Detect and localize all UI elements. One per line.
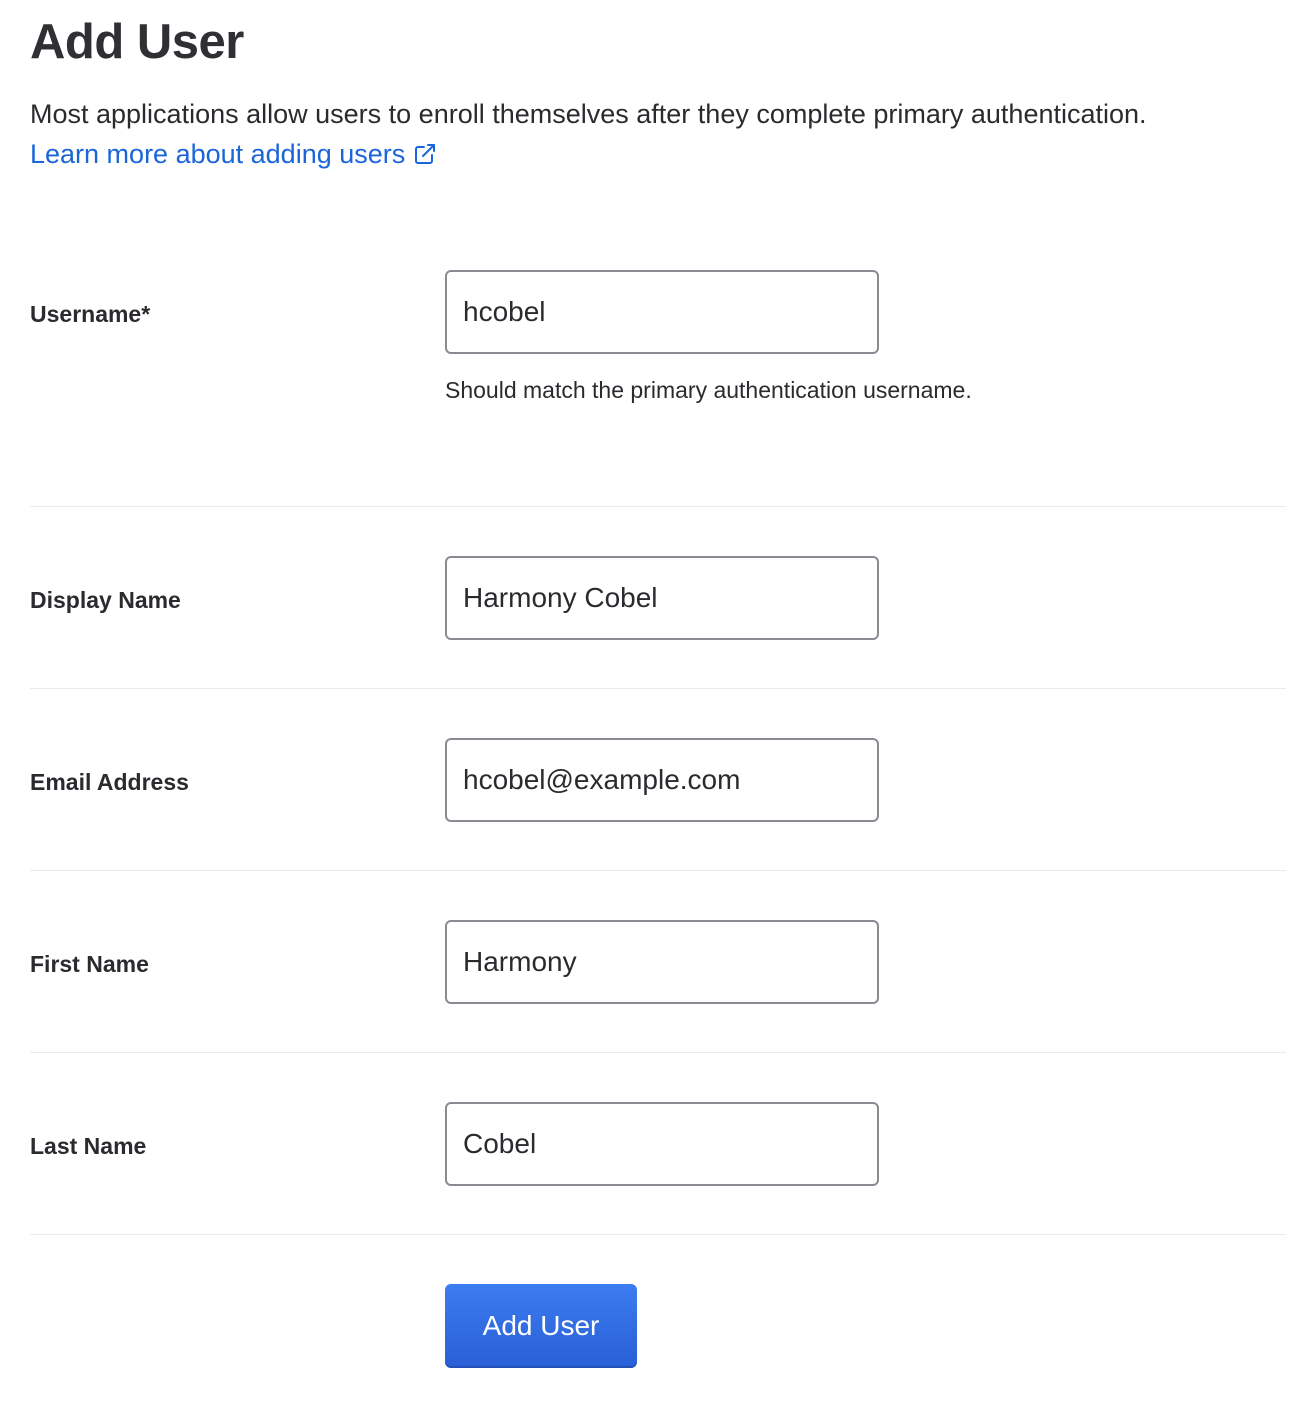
divider <box>30 1052 1286 1053</box>
learn-more-link[interactable] <box>30 134 437 174</box>
username-hint: Should match the primary authentication username. <box>445 377 972 403</box>
external-link-icon <box>413 142 437 166</box>
last-name-input[interactable] <box>445 1102 879 1186</box>
username-input[interactable] <box>445 270 879 354</box>
first-name-input[interactable] <box>445 920 879 1004</box>
divider <box>30 688 1286 689</box>
email-input[interactable] <box>445 738 879 822</box>
add-user-button[interactable]: Add User <box>445 1284 637 1368</box>
username-label: Username* <box>30 301 151 327</box>
divider <box>30 506 1286 507</box>
last-name-label: Last Name <box>30 1133 147 1159</box>
page-title: Add User <box>30 15 244 69</box>
learn-more-link-label: Learn more about adding users <box>30 139 406 169</box>
divider <box>30 1234 1286 1235</box>
display-name-input[interactable] <box>445 556 879 640</box>
first-name-label: First Name <box>30 951 149 977</box>
email-label: Email Address <box>30 769 189 795</box>
divider <box>30 870 1286 871</box>
intro-text: Most applications allow users to enroll themselves after they complete primary authentication. <box>30 99 1147 129</box>
display-name-label: Display Name <box>30 587 181 613</box>
